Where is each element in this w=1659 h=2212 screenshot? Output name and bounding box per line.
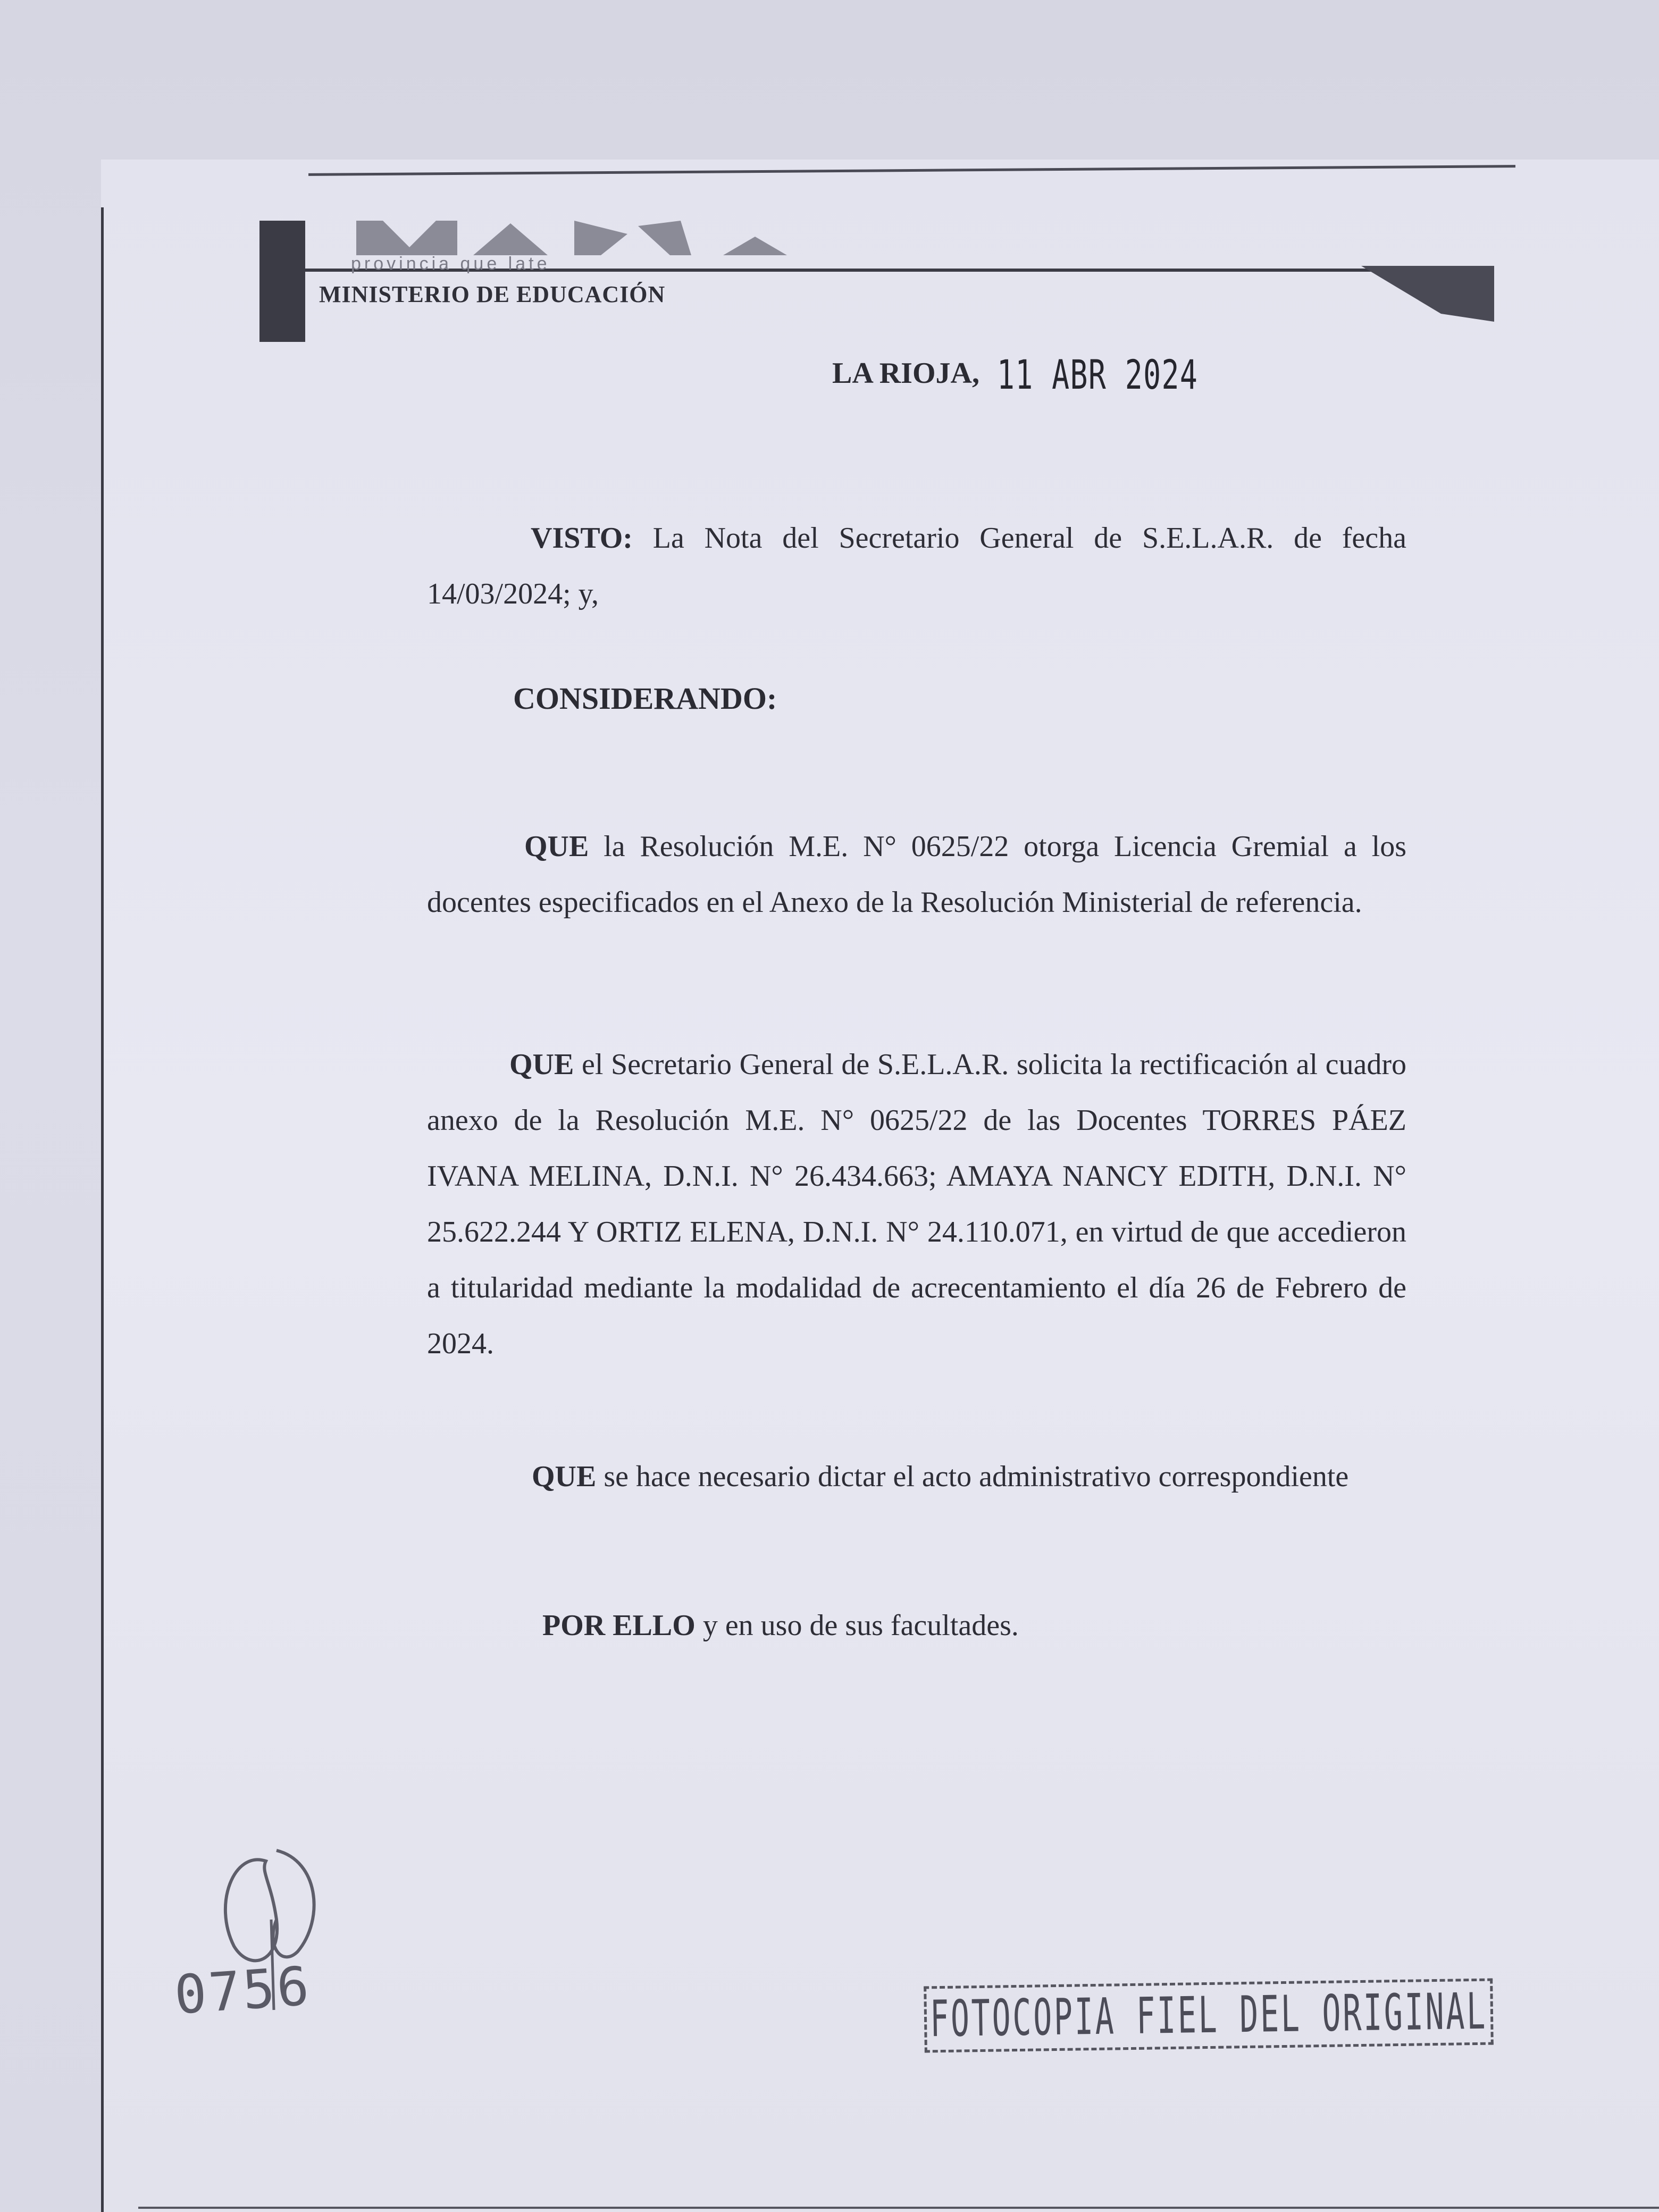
- ministry-name: MINISTERIO DE EDUCACIÓN: [319, 281, 666, 307]
- considerando-heading: CONSIDERANDO:: [513, 681, 777, 716]
- bottom-edge-line: [138, 2207, 1659, 2209]
- que-lead-3: QUE: [532, 1460, 597, 1493]
- place-label: LA RIOJA,: [832, 357, 979, 390]
- province-logo: [351, 210, 883, 274]
- por-ello-lead: POR ELLO: [542, 1609, 696, 1642]
- que-lead-1: QUE: [524, 830, 589, 863]
- handwritten-number: 0756: [172, 1955, 313, 2026]
- letterhead-bar: [259, 221, 305, 342]
- que-text-2: el Secretario General de S.E.L.A.R. solicita la rectificación al cuadro anexo de la Resolución M.E. N° 0625/22 de las Docentes TORRES PÁEZ IVANA MELINA, D.N.I. N° 26.434.663; AMAYA NANCY EDITH, D.N.I. N° 25.622.244 Y ORTIZ ELENA, D.N.I. N° 24.110.071, en virtud de que accedieron a titularidad mediante la modalidad de acrecentamiento el día 26 de Febrero de 2024.: [427, 1048, 1406, 1360]
- por-ello-paragraph: [427, 1598, 1406, 1654]
- certification-stamp-text: FOTOCOPIA FIEL DEL ORIGINAL: [929, 1982, 1488, 2049]
- svg-text:provincia que late: provincia que late: [351, 254, 550, 274]
- date-stamp: 11 ABR 2024: [997, 351, 1199, 398]
- que-text-1: la Resolución M.E. N° 0625/22 otorga Licencia Gremial a los docentes especificados en el Anexo de la Resolución Ministerial de referencia.: [427, 830, 1406, 919]
- que-text-3: se hace necesario dictar el acto administrativo correspondiente: [596, 1460, 1349, 1493]
- left-margin-line: [101, 207, 104, 2212]
- visto-text: La Nota del Secretario General de S.E.L.A.R. de fecha 14/03/2024; y,: [427, 522, 1406, 610]
- visto-paragraph: [427, 510, 1406, 622]
- que-paragraph-3: [427, 1449, 1348, 1505]
- que-lead-2: QUE: [509, 1048, 574, 1081]
- letterhead-wedge: [1361, 266, 1494, 322]
- que-paragraph-1: [427, 819, 1406, 931]
- por-ello-text: y en uso de sus facultades.: [695, 1609, 1019, 1642]
- visto-lead: VISTO:: [531, 522, 633, 555]
- que-paragraph-2: [427, 1037, 1406, 1372]
- certification-stamp: [924, 1979, 1494, 2053]
